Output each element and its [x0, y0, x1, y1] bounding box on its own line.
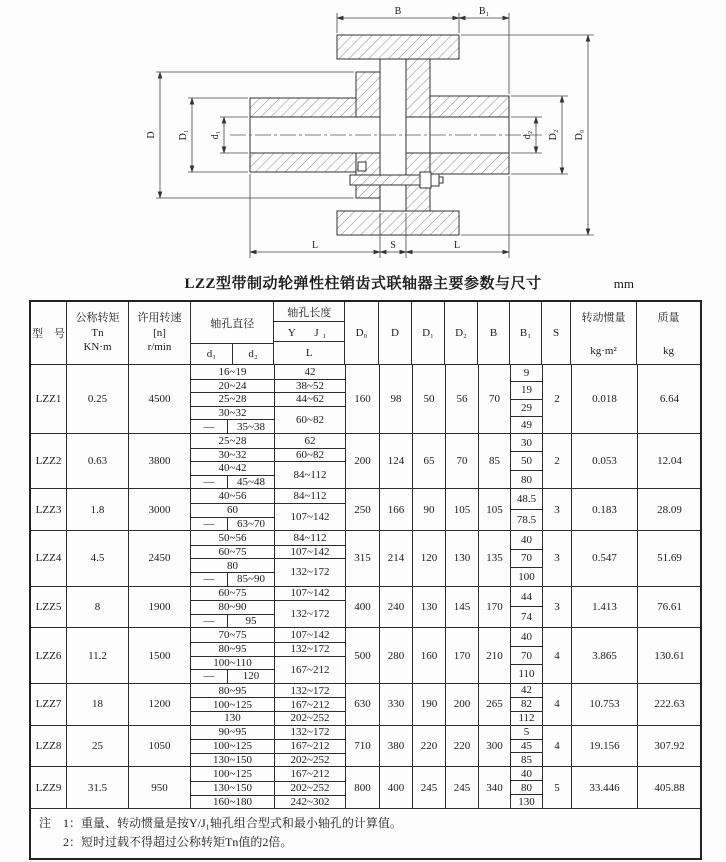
header-D: D: [378, 302, 411, 364]
bore-length-cell: 62: [274, 434, 345, 448]
bore-length-grid: [190, 628, 345, 682]
s-cell: 2: [542, 434, 571, 488]
d1-cell: 245: [412, 767, 445, 808]
mass-cell: 307.92: [637, 726, 701, 767]
b-cell: 85: [478, 434, 510, 488]
bore-diameter-cell: 80~90: [191, 600, 274, 614]
model-cell: LZZ7: [35, 698, 62, 711]
bore-d2-value: 45~48: [237, 476, 265, 489]
speed-cell: 1900: [128, 587, 190, 628]
mass-cell: 222.63: [637, 684, 701, 725]
b-cell: 300: [478, 726, 510, 767]
d2-cell: 145: [445, 587, 478, 628]
torque-cell: 1.8: [66, 489, 128, 530]
b1-cell: 48.5: [516, 493, 537, 506]
inertia-cell: 1.413: [571, 587, 637, 628]
b-cell: 105: [478, 489, 510, 530]
d2-cell: 220: [445, 726, 478, 767]
d0-cell: 710: [345, 726, 379, 767]
torque-cell: 4.5: [66, 531, 128, 585]
header-D1: D₁: [411, 302, 444, 364]
bore-length-cell: 202~252: [274, 781, 345, 795]
technical-drawing: [130, 0, 630, 268]
header-D0: D₀: [344, 302, 378, 364]
d-cell: 166: [379, 489, 412, 530]
bore-length-cell: 242~302: [274, 795, 345, 809]
header-B: B: [477, 302, 509, 364]
header-bore-diameter-label: 轴孔直径: [210, 317, 255, 330]
bore-length-cell: 60~82: [274, 406, 345, 433]
header-torque-line3: KN·m: [83, 341, 112, 354]
model-cell: LZZ5: [35, 600, 62, 613]
bore-diameter-cell: 130~150: [191, 781, 274, 795]
b1-cell: 70: [511, 646, 542, 664]
b1-stack: [510, 365, 542, 433]
torque-cell: 25: [66, 726, 128, 767]
dim-label-B1: B₁: [478, 6, 490, 17]
b1-cell: 50: [511, 451, 542, 469]
bore-length-cell: 84~112: [274, 531, 345, 545]
bore-diameter-cell: 60: [191, 503, 274, 517]
inertia-cell: 0.547: [571, 531, 637, 585]
b1-cell: 82: [511, 697, 542, 711]
torque-cell: 8: [66, 587, 128, 628]
bore-diameter-cell: [191, 419, 274, 433]
bore-diameter-cell: [191, 517, 274, 531]
bore-length-grid: [190, 767, 345, 808]
bore-d1-value: —: [191, 615, 228, 628]
dim-label-D1: D₁: [178, 129, 189, 141]
b1-cell: 19: [511, 381, 542, 398]
b1-stack: [510, 628, 542, 682]
bore-length-cell: 132~172: [274, 558, 345, 585]
bore-length-cell: 132~172: [274, 600, 345, 627]
d1-cell: 65: [412, 434, 445, 488]
header-mass-label: 质量: [657, 312, 680, 324]
table-body: [31, 364, 700, 808]
bore-length-cell: 167~212: [274, 739, 345, 753]
s-cell: 2: [542, 365, 571, 433]
b-cell: 340: [478, 767, 510, 808]
header-d1: d₁: [191, 344, 233, 364]
bore-length-cell: 107~142: [274, 628, 345, 642]
b-cell: 135: [478, 531, 510, 585]
coupling-section-drawing: [130, 0, 630, 268]
speed-cell: 4500: [128, 365, 190, 433]
bore-diameter-cell: 100~110: [191, 656, 274, 670]
bore-length-cell: 84~112: [274, 461, 345, 488]
header-bore-length-types: Y J₁: [274, 322, 344, 342]
dim-label-L-right: L: [453, 240, 461, 251]
s-cell: 4: [542, 628, 571, 682]
table-row: [31, 364, 700, 433]
speed-cell: 3800: [128, 434, 190, 488]
header-bore-diameter: [191, 302, 273, 364]
model-cell: LZZ1: [35, 393, 62, 405]
note-line-2: 2：短时过载不得超过公称转矩Tn值的2倍。: [63, 834, 293, 849]
bore-length-cell: 107~142: [274, 503, 345, 530]
b1-cell: 130: [511, 794, 542, 808]
d1-cell: 90: [412, 489, 445, 530]
header-D2: D₂: [444, 302, 477, 364]
bore-diameter-cell: 25~28: [218, 434, 247, 447]
dim-label-B: B: [394, 6, 402, 17]
header-S: S: [541, 302, 570, 364]
bore-diameter-cell: 20~24: [191, 379, 274, 393]
speed-cell: 1050: [128, 726, 190, 767]
bore-diameter-cell: 90~95: [218, 726, 247, 739]
bore-length-grid: [190, 434, 345, 488]
header-bore-length-L: L: [305, 347, 313, 359]
bore-diameter-cell: 60~75: [191, 545, 274, 559]
d2-cell: 70: [445, 434, 478, 488]
b1-cell: 40: [521, 767, 532, 780]
bore-length-cell: 132~172: [274, 684, 345, 698]
b-cell: 265: [478, 684, 510, 725]
bore-diameter-cell: 70~75: [218, 629, 247, 642]
bore-diameter-cell: 16~19: [218, 365, 247, 378]
inertia-cell: 19.156: [571, 726, 637, 767]
bore-length-cell: 44~62: [274, 392, 345, 406]
bore-length-cell: 167~212: [274, 767, 345, 781]
dim-label-L-left: L: [311, 240, 319, 251]
header-speed-line1: 许用转速: [137, 311, 182, 324]
torque-cell: 18: [66, 684, 128, 725]
table-row: [31, 530, 700, 585]
d-cell: 280: [379, 628, 412, 682]
header-torque: [66, 302, 128, 364]
header-torque-line2: Tn: [91, 326, 104, 339]
bore-diameter-cell: 80: [191, 558, 274, 572]
d-cell: 380: [379, 726, 412, 767]
d2-cell: 200: [445, 684, 478, 725]
bore-d1-value: —: [191, 670, 228, 683]
b1-cell: 78.5: [511, 509, 542, 530]
b1-cell: 85: [511, 752, 542, 766]
bore-diameter-cell: 40~56: [218, 490, 247, 503]
b1-stack: [510, 434, 542, 488]
speed-cell: 1500: [128, 628, 190, 682]
d2-cell: 245: [445, 767, 478, 808]
b1-cell: 45: [511, 739, 542, 753]
bore-diameter-cell: 80~95: [218, 684, 247, 697]
header-speed-line3: r/min: [147, 341, 172, 354]
bore-diameter-cell: 100~125: [191, 739, 274, 753]
b-cell: 210: [478, 628, 510, 682]
inertia-cell: 3.865: [571, 628, 637, 682]
b1-cell: 30: [521, 436, 532, 449]
bore-length-cell: 42: [274, 365, 345, 379]
bore-diameter-cell: 25~28: [191, 392, 274, 406]
inertia-cell: 10.753: [571, 684, 637, 725]
d0-cell: 160: [345, 365, 379, 433]
inertia-cell: 0.053: [571, 434, 637, 488]
b1-cell: 70: [511, 549, 542, 567]
b1-cell: 49: [511, 416, 542, 433]
header-mass-unit: kg: [663, 345, 674, 357]
bore-length-cell: 107~142: [274, 587, 345, 601]
table-row: [31, 725, 700, 767]
bore-length-cell: 132~172: [274, 642, 345, 656]
dim-label-S: S: [390, 240, 396, 251]
bore-diameter-cell: [191, 669, 274, 683]
spec-table: [29, 300, 702, 860]
header-inertia-label: 转动惯量: [581, 312, 626, 324]
mass-cell: 405.88: [637, 767, 701, 808]
bore-d1-value: —: [191, 573, 228, 586]
b-cell: 70: [478, 365, 510, 433]
s-cell: 4: [542, 684, 571, 725]
b1-cell: 44: [521, 590, 532, 603]
bore-d1-value: —: [191, 420, 228, 433]
b1-cell: 40: [521, 631, 532, 644]
table-row: [31, 766, 700, 808]
header-bore-length-label: 轴孔长度: [274, 302, 344, 322]
d2-cell: 130: [445, 531, 478, 585]
d0-cell: 200: [345, 434, 379, 488]
d-cell: 330: [379, 684, 412, 725]
bore-diameter-cell: 80~95: [191, 642, 274, 656]
mass-cell: 6.64: [637, 365, 701, 433]
b1-stack: [510, 767, 542, 808]
bore-length-grid: [190, 726, 345, 767]
dim-label-d1: d₁: [210, 130, 221, 140]
d2-cell: 170: [445, 628, 478, 682]
s-cell: 3: [542, 531, 571, 585]
s-cell: 4: [542, 726, 571, 767]
header-B1: B₁: [509, 302, 541, 364]
d1-cell: 50: [412, 365, 445, 433]
b1-stack: [510, 489, 542, 530]
d2-cell: 56: [445, 365, 478, 433]
bore-diameter-cell: [191, 614, 274, 628]
bore-d2-value: 95: [245, 615, 257, 628]
d1-cell: 190: [412, 684, 445, 725]
header-d2: d₂: [248, 348, 258, 360]
model-cell: LZZ6: [35, 649, 62, 662]
d-cell: 98: [379, 365, 412, 433]
b1-cell: 29: [511, 399, 542, 416]
d1-cell: 160: [412, 628, 445, 682]
b1-cell: 110: [511, 664, 542, 682]
inertia-cell: 0.018: [571, 365, 637, 433]
bore-length-cell: 60~82: [274, 448, 345, 462]
unit-label: mm: [613, 276, 634, 291]
d-cell: 240: [379, 587, 412, 628]
bore-length-cell: 38~52: [274, 379, 345, 393]
b1-cell: 40: [521, 533, 532, 546]
dim-label-D0: D₀: [574, 129, 585, 141]
bore-d1-value: —: [191, 518, 228, 531]
note-line-1: 1：重量、转动惯量是按Y/J₁轴孔组合型式和最小轴孔的计算值。: [63, 816, 402, 831]
bore-d2-value: 63~70: [237, 517, 265, 530]
speed-cell: 2450: [128, 531, 190, 585]
bore-d2-value: 120: [242, 670, 260, 683]
d0-cell: 315: [345, 531, 379, 585]
bore-diameter-cell: 160~180: [191, 795, 274, 809]
d-cell: 124: [379, 434, 412, 488]
b1-cell: 112: [511, 711, 542, 725]
s-cell: 5: [542, 767, 571, 808]
mass-cell: 76.61: [637, 587, 701, 628]
dim-label-D2: D₂: [548, 129, 559, 141]
bore-length-cell: 167~212: [274, 697, 345, 711]
d0-cell: 800: [345, 767, 379, 808]
bore-length-grid: [190, 587, 345, 628]
speed-cell: 3000: [128, 489, 190, 530]
bore-length-cell: 132~172: [274, 726, 345, 740]
header-inertia: [570, 302, 636, 364]
mass-cell: 12.04: [637, 434, 701, 488]
bore-length-grid: [190, 365, 345, 433]
header-mass: [636, 302, 700, 364]
bore-length-grid: [190, 489, 345, 530]
d-cell: 214: [379, 531, 412, 585]
d0-cell: 250: [345, 489, 379, 530]
bore-diameter-cell: 100~125: [191, 697, 274, 711]
inertia-cell: 33.446: [571, 767, 637, 808]
torque-cell: 0.25: [66, 365, 128, 433]
model-cell: LZZ2: [35, 455, 62, 468]
d-cell: 400: [379, 767, 412, 808]
bore-length-cell: 202~252: [274, 711, 345, 725]
notes-prefix: 注: [39, 816, 52, 831]
b1-cell: 74: [511, 606, 542, 627]
d0-cell: 500: [345, 628, 379, 682]
b1-cell: 100: [511, 567, 542, 585]
bore-length-cell: 84~112: [274, 489, 345, 503]
d1-cell: 120: [412, 531, 445, 585]
bore-diameter-cell: [191, 572, 274, 586]
d2-cell: 105: [445, 489, 478, 530]
bore-length-cell: 202~252: [274, 753, 345, 767]
b1-stack: [510, 684, 542, 725]
header-speed: [128, 302, 190, 364]
s-cell: 3: [542, 587, 571, 628]
dim-label-D: D: [146, 131, 157, 139]
header-model: 型 号: [32, 328, 65, 340]
model-cell: LZZ8: [35, 739, 62, 752]
table-row: [31, 586, 700, 628]
d1-cell: 130: [412, 587, 445, 628]
bore-diameter-cell: 50~56: [218, 531, 247, 544]
header-inertia-unit: kg·m²: [590, 345, 617, 357]
bore-diameter-cell: 60~75: [218, 587, 247, 600]
d0-cell: 400: [345, 587, 379, 628]
page-title: LZZ型带制动轮弹性柱销齿式联轴器主要参数与尺寸: [184, 276, 542, 292]
bore-length-cell: 167~212: [274, 656, 345, 683]
bore-diameter-cell: 30~32: [191, 448, 274, 462]
dim-label-d2: d₂: [522, 130, 533, 140]
bore-d2-value: 85~90: [237, 573, 265, 586]
speed-cell: 1200: [128, 684, 190, 725]
bore-length-grid: [190, 684, 345, 725]
mass-cell: 28.09: [637, 489, 701, 530]
table-row: [31, 433, 700, 488]
bore-diameter-cell: 130: [191, 711, 274, 725]
torque-cell: 0.63: [66, 434, 128, 488]
b1-stack: [510, 726, 542, 767]
table-row: [31, 683, 700, 725]
table-row: [31, 627, 700, 682]
b1-stack: [510, 531, 542, 585]
bore-length-cell: 107~142: [274, 545, 345, 559]
header-torque-line1: 公称转矩: [75, 311, 120, 324]
bore-d1-value: —: [191, 476, 228, 489]
torque-cell: 11.2: [66, 628, 128, 682]
d0-cell: 630: [345, 684, 379, 725]
bore-diameter-cell: 100~125: [213, 768, 252, 781]
bore-diameter-cell: 40~42: [191, 461, 274, 475]
b-cell: 170: [478, 587, 510, 628]
table-row: [31, 488, 700, 530]
model-cell: LZZ4: [35, 552, 62, 565]
bore-length-grid: [190, 531, 345, 585]
bore-d2-value: 35~38: [237, 420, 265, 433]
mass-cell: 130.61: [637, 628, 701, 682]
bore-diameter-cell: [191, 475, 274, 489]
bore-diameter-cell: 130~150: [191, 753, 274, 767]
s-cell: 3: [542, 489, 571, 530]
b1-cell: 5: [523, 726, 530, 739]
notes: [31, 808, 700, 858]
header-bore-group: [190, 302, 344, 364]
bore-diameter-cell: 30~32: [191, 406, 274, 420]
speed-cell: 950: [128, 767, 190, 808]
b1-cell: 42: [521, 684, 532, 697]
b1-cell: 80: [511, 780, 542, 794]
header-speed-line2: [n]: [153, 326, 166, 339]
b1-stack: [510, 587, 542, 628]
table-header: [31, 302, 700, 364]
model-cell: LZZ3: [35, 503, 62, 516]
title-row: [0, 272, 726, 296]
b1-cell: 80: [511, 470, 542, 488]
d1-cell: 220: [412, 726, 445, 767]
b1-cell: 9: [523, 367, 530, 380]
header-bore-length: [273, 302, 344, 364]
model-cell: LZZ9: [35, 781, 62, 794]
torque-cell: 31.5: [66, 767, 128, 808]
inertia-cell: 0.183: [571, 489, 637, 530]
mass-cell: 51.69: [637, 531, 701, 585]
